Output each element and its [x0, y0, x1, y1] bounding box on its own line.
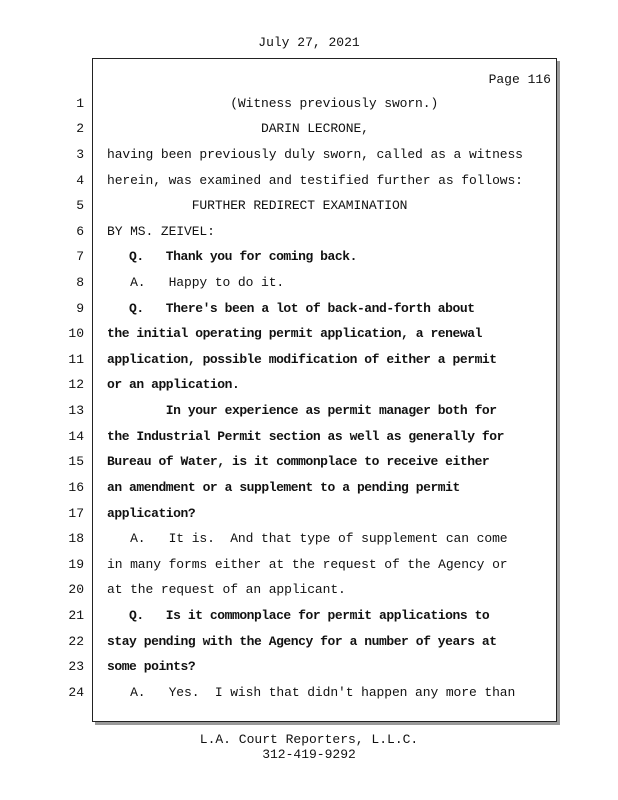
line-text: an amendment or a supplement to a pending permit: [107, 480, 460, 495]
line-text: (Witness previously sworn.): [107, 96, 439, 111]
line-number: 24: [68, 685, 84, 700]
line-number: 3: [76, 147, 84, 162]
line-text: or an application.: [107, 377, 240, 392]
line-text: Q. There's been a lot of back-and-forth about: [107, 301, 475, 316]
line-number: 11: [68, 352, 84, 367]
line-number: 19: [68, 557, 84, 572]
line-text: DARIN LECRONE,: [107, 121, 369, 136]
line-number: 17: [68, 506, 84, 521]
line-text: having been previously duly sworn, called as a witness: [107, 147, 523, 162]
line-text: the initial operating permit application, a renewal: [107, 326, 482, 341]
line-number: 12: [68, 377, 84, 392]
line-number: 10: [68, 326, 84, 341]
line-number: 20: [68, 582, 84, 597]
line-number: 15: [68, 454, 84, 469]
line-number: 16: [68, 480, 84, 495]
line-number: 18: [68, 531, 84, 546]
line-text: stay pending with the Agency for a number of years at: [107, 634, 497, 649]
line-number: 23: [68, 659, 84, 674]
line-text: at the request of an applicant.: [107, 582, 346, 597]
line-number: 7: [76, 249, 84, 264]
line-text: A. Happy to do it.: [107, 275, 285, 290]
line-number: 9: [76, 301, 84, 316]
line-number: 2: [76, 121, 84, 136]
line-text: herein, was examined and testified further as follows:: [107, 173, 523, 188]
line-text: application, possible modification of either a permit: [107, 352, 497, 367]
line-number: 8: [76, 275, 84, 290]
line-number: 13: [68, 403, 84, 418]
line-text: Q. Thank you for coming back.: [107, 249, 357, 264]
line-text: Q. Is it commonplace for permit applications to: [107, 608, 490, 623]
line-text: A. Yes. I wish that didn't happen any more than: [107, 685, 516, 700]
line-text: A. It is. And that type of supplement can come: [107, 531, 508, 546]
line-number: 22: [68, 634, 84, 649]
line-number: 6: [76, 224, 84, 239]
line-text: FURTHER REDIRECT EXAMINATION: [107, 198, 408, 213]
page-number: Page 116: [488, 72, 551, 87]
line-number: 4: [76, 173, 84, 188]
line-text: BY MS. ZEIVEL:: [107, 224, 215, 239]
line-number: 14: [68, 429, 84, 444]
line-number: 5: [76, 198, 84, 213]
line-number: 1: [76, 96, 84, 111]
line-text: Bureau of Water, is it commonplace to receive either: [107, 454, 490, 469]
line-text: in many forms either at the request of the Agency or: [107, 557, 508, 572]
line-text: some points?: [107, 659, 196, 674]
line-text: the Industrial Permit section as well as generally for: [107, 429, 504, 444]
transcript-date: July 27, 2021: [258, 35, 360, 50]
line-number: 21: [68, 608, 84, 623]
reporter-phone: 312-419-9292: [262, 747, 356, 762]
reporter-company: L.A. Court Reporters, L.L.C.: [199, 732, 419, 747]
line-text: In your experience as permit manager both for: [107, 403, 497, 418]
line-text: application?: [107, 506, 196, 521]
